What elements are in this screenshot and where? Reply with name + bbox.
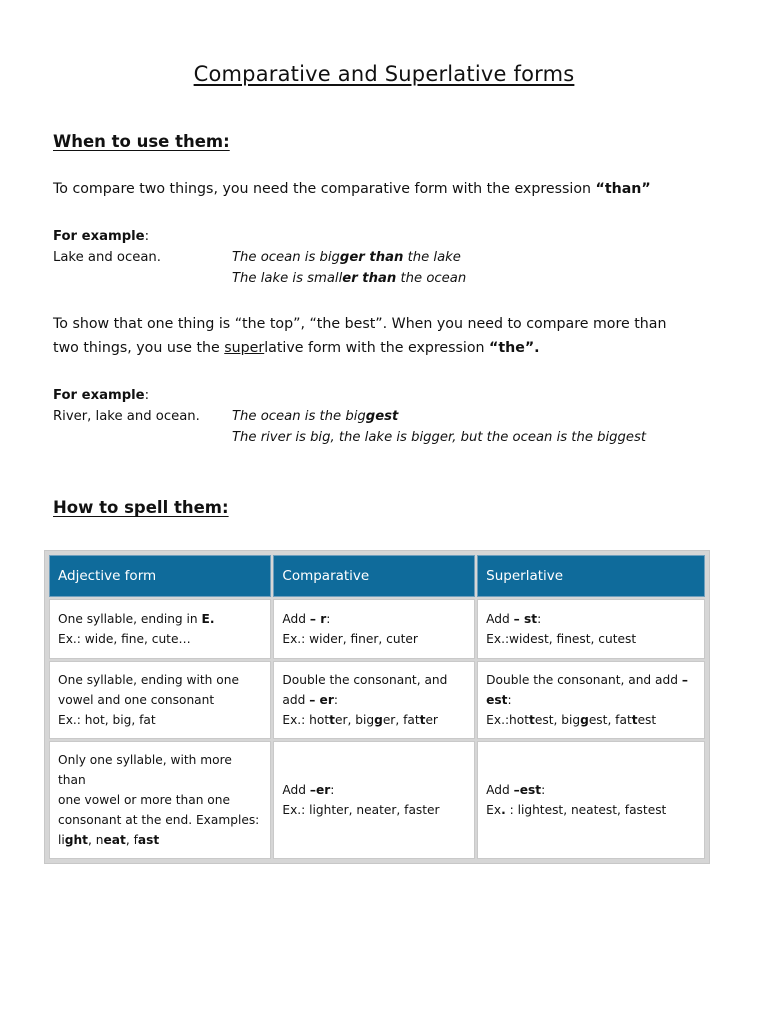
example2-items: River, lake and ocean. <box>53 409 200 424</box>
header-adjective: Adjective form <box>49 555 271 597</box>
cell-emphasis: ght <box>64 833 89 847</box>
cell-text: one vowel or more than one <box>58 793 230 807</box>
cell-text: er <box>425 713 438 727</box>
cell-text: Ex <box>486 803 502 817</box>
table-row <box>49 661 705 739</box>
cell-text: Add <box>486 612 514 626</box>
for-example-label: For example <box>53 388 145 403</box>
cell-text: er, big <box>334 713 375 727</box>
example-text: the ocean <box>396 271 467 286</box>
cell-emphasis: eat <box>103 833 126 847</box>
cell-text: est, big <box>534 713 581 727</box>
cell-emphasis: –er <box>309 783 331 797</box>
cell-text: consonant at the end. Examples: <box>58 813 260 827</box>
cell-superlative <box>477 661 705 739</box>
cell-emphasis: – er <box>309 693 334 707</box>
example1-label <box>53 226 149 247</box>
label-colon: : <box>144 388 150 403</box>
cell-text: : <box>507 693 512 707</box>
cell-emphasis: g <box>374 713 383 727</box>
cell-text: : <box>537 612 542 626</box>
example1-line2 <box>232 268 466 289</box>
cell-text: , n <box>88 833 104 847</box>
superlative-intro <box>53 312 713 360</box>
superlative-intro-line2 <box>53 336 713 360</box>
intro-text: lative form with the expression <box>264 340 490 356</box>
cell-text: Add <box>282 783 310 797</box>
comparative-intro-text: To compare two things, you need the comparative form with the expression <box>53 181 596 197</box>
table-row <box>49 741 705 859</box>
section-heading-when: When to use them: <box>53 132 230 151</box>
cell-comparative <box>273 599 475 659</box>
example-emphasis: er than <box>342 271 397 286</box>
cell-emphasis: – <box>681 673 688 687</box>
cell-emphasis: – st <box>513 612 538 626</box>
example-emphasis: gest <box>365 409 399 424</box>
section-heading-how: How to spell them: <box>53 498 229 517</box>
cell-emphasis: est <box>486 693 508 707</box>
super-underlined: super <box>224 340 265 356</box>
cell-text: Add <box>486 783 514 797</box>
cell-text: li <box>58 833 65 847</box>
cell-text: : <box>333 693 338 707</box>
cell-superlative <box>477 599 705 659</box>
cell-text: vowel and one consonant <box>58 693 215 707</box>
example2-line1 <box>232 406 398 427</box>
header-comparative: Comparative <box>273 555 475 597</box>
example1-items: Lake and ocean. <box>53 250 161 265</box>
cell-emphasis: – r <box>309 612 327 626</box>
cell-emphasis: E. <box>201 612 215 626</box>
cell-emphasis: t <box>419 713 426 727</box>
table-header-row <box>49 555 705 597</box>
cell-text: : <box>541 783 546 797</box>
cell-emphasis: . <box>501 803 506 817</box>
example-text: The ocean is the big <box>232 409 366 424</box>
cell-text: : <box>330 783 335 797</box>
than-keyword: “than” <box>595 181 651 197</box>
cell-text: Ex.: wider, finer, cuter <box>282 632 418 646</box>
header-superlative: Superlative <box>477 555 705 597</box>
cell-emphasis: ast <box>137 833 160 847</box>
cell-text: : <box>326 612 331 626</box>
cell-text: One syllable, ending in <box>58 612 202 626</box>
cell-text: Ex.: lighter, neater, faster <box>282 803 440 817</box>
example-text: the lake <box>403 250 461 265</box>
cell-text: add <box>282 693 310 707</box>
cell-adjective <box>49 599 271 659</box>
cell-text: Ex.:hot <box>486 713 530 727</box>
the-keyword: “the”. <box>489 340 540 356</box>
label-colon: : <box>144 229 150 244</box>
cell-text: Ex.:widest, finest, cutest <box>486 632 637 646</box>
example2-line2: The river is big, the lake is bigger, but the ocean is the biggest <box>232 430 647 445</box>
cell-adjective <box>49 661 271 739</box>
cell-text: , f <box>125 833 138 847</box>
cell-comparative <box>273 661 475 739</box>
cell-text: Ex.: wide, fine, cute… <box>58 632 191 646</box>
cell-text: : lightest, neatest, fastest <box>505 803 667 817</box>
example-text: The ocean is big <box>232 250 340 265</box>
table-row <box>49 599 705 659</box>
cell-text: Double the consonant, and add <box>486 673 682 687</box>
example1-line1 <box>232 247 461 268</box>
page-title: Comparative and Superlative forms <box>193 62 575 86</box>
cell-emphasis: g <box>580 713 589 727</box>
superlative-intro-line1: To show that one thing is “the top”, “the best”. When you need to compare more than <box>53 316 667 332</box>
cell-text: Ex.: hot, big, fat <box>58 713 156 727</box>
cell-emphasis: –est <box>513 783 542 797</box>
cell-text: est, fat <box>588 713 632 727</box>
cell-text: Only one syllable, with more than <box>58 753 232 787</box>
cell-adjective <box>49 741 271 859</box>
example2-label <box>53 385 149 406</box>
cell-text: Double the consonant, and <box>282 673 448 687</box>
cell-text: One syllable, ending with one <box>58 673 239 687</box>
cell-emphasis: t <box>631 713 638 727</box>
comparative-intro <box>53 177 713 201</box>
cell-text: Add <box>282 612 310 626</box>
for-example-label: For example <box>53 229 145 244</box>
cell-comparative <box>273 741 475 859</box>
intro-text: two things, you use the <box>53 340 225 356</box>
cell-text: Ex.: hot <box>282 713 330 727</box>
example-emphasis: ger than <box>339 250 404 265</box>
spelling-table <box>44 550 710 864</box>
cell-emphasis: t <box>529 713 535 727</box>
cell-superlative <box>477 741 705 859</box>
cell-emphasis: t <box>329 713 335 727</box>
cell-text: er, fat <box>382 713 420 727</box>
cell-text: est <box>637 713 657 727</box>
example-text: The lake is small <box>232 271 343 286</box>
